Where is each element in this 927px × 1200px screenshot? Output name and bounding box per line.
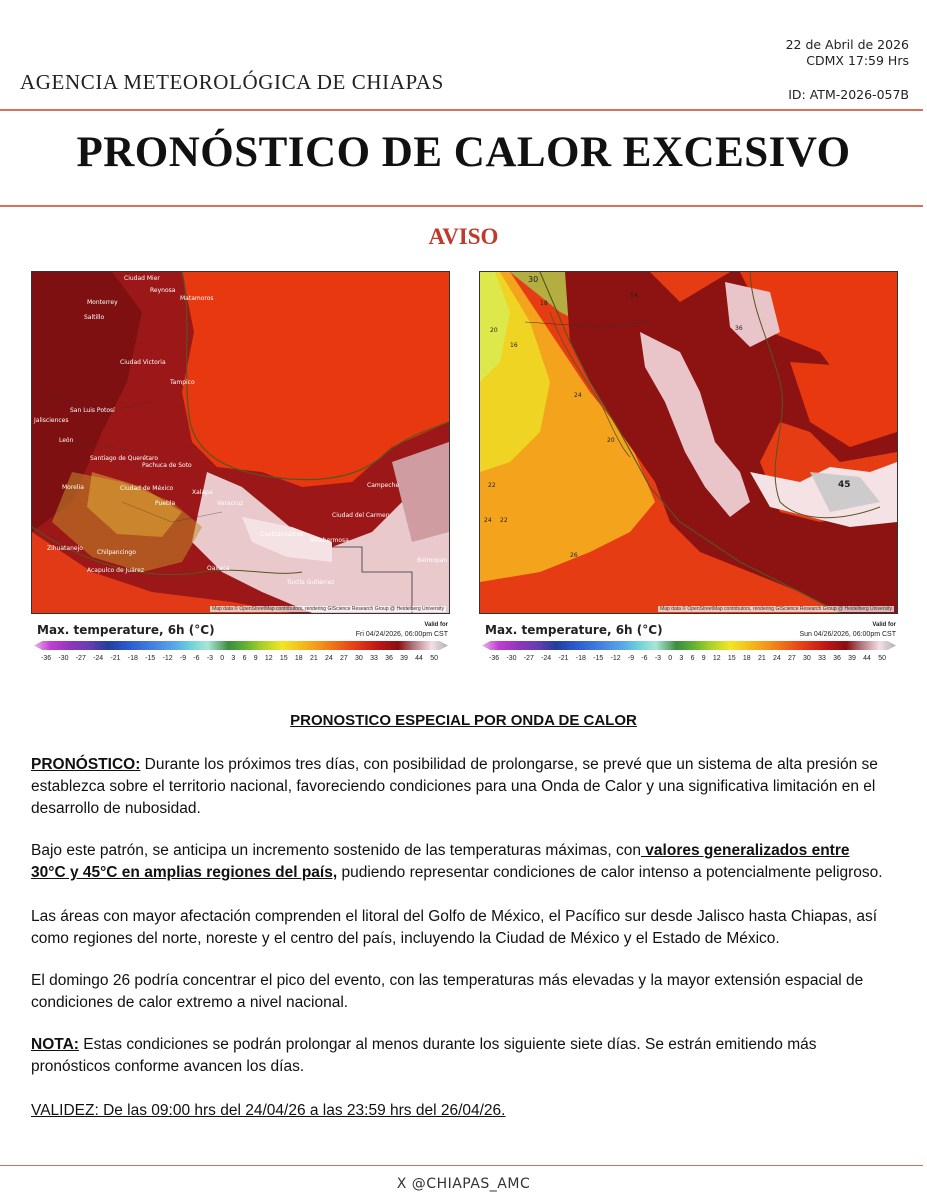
colorbar-tick-label: 9 <box>253 655 258 662</box>
colorbar-tick-label: -24 <box>541 655 552 662</box>
colorbar-tick-label: -9 <box>627 655 635 662</box>
temperature-colorbar <box>482 641 896 650</box>
colorbar-tick-label: 50 <box>878 655 886 662</box>
bulletin-id: ID: ATM-2026-057B <box>788 87 909 102</box>
pattern-highlight: valores generalizados entre 30°C y 45°C en amplias regiones del país, <box>31 842 850 881</box>
areas-paragraph: Las áreas con mayor afectación comprenden el litoral del Golfo de México, el Pacífico sur desde Jalisco hasta Chiapas, así como regiones del norte, noreste y el centro del país, incluyendo la Ciudad de México y el Estado de México. <box>31 908 878 947</box>
colorbar-tick-label: -36 <box>489 655 500 662</box>
colorbar-tick-label: -3 <box>206 655 214 662</box>
colorbar-tick-label: -15 <box>593 655 604 662</box>
map1-label: Morelia <box>62 484 84 491</box>
colorbar-tick-label: 12 <box>712 655 721 662</box>
pattern-paragraph <box>31 840 887 884</box>
valid-date: Sun 04/26/2026, 06:00pm CST <box>799 631 896 638</box>
colorbar-tick-label: 21 <box>309 655 318 662</box>
colorbar-tick-label: -21 <box>558 655 569 662</box>
colorbar-tick-label: 21 <box>757 655 766 662</box>
map1-label: Oaxaca <box>207 565 230 572</box>
map2-label: 22 <box>488 482 496 489</box>
colorbar-tick-label: 24 <box>324 655 333 662</box>
colorbar-tick-label: 30 <box>355 655 363 662</box>
colorbar-tick-label: 15 <box>279 655 288 662</box>
colorbar-tick-label: 39 <box>848 655 856 662</box>
map1-label: Tampico <box>170 379 195 386</box>
map-legend-fri <box>30 618 450 668</box>
colorbar-tick-label: 3 <box>231 655 236 662</box>
map1-label: Ciudad de México <box>120 485 174 492</box>
colorbar-tick-label: -21 <box>110 655 121 662</box>
map1-label: Saltillo <box>84 314 105 321</box>
colorbar-tick-label: 39 <box>400 655 408 662</box>
map2-label: 14 <box>630 292 638 299</box>
legend-title: Max. temperature, 6h (°C) <box>37 623 215 637</box>
colorbar-tick-label: -27 <box>523 655 534 662</box>
map2-label: 45 <box>838 480 851 490</box>
valid-label: Valid for <box>424 622 448 628</box>
colorbar-tick-label: 36 <box>833 655 841 662</box>
forecast-text: Durante los próximos tres días, con posibilidad de prolongarse, se prevé que un sistema de alta presión se establezca sobre el territorio nacional, favoreciendo condiciones para una Onda de Calor y una significativa limitación en el desarrollo de nubosidad. <box>31 756 878 817</box>
colorbar-tick-label: 30 <box>803 655 811 662</box>
aviso-label: AVISO <box>428 224 499 249</box>
colorbar-tick-label: 9 <box>701 655 706 662</box>
colorbar-tick-label: 24 <box>772 655 781 662</box>
map1-label: Ciudad Mier <box>124 275 160 282</box>
colorbar-tick-label: 44 <box>863 655 871 662</box>
agency-name: AGENCIA METEOROLÓGICA DE CHIAPAS <box>20 70 444 94</box>
colorbar-tick-label: 36 <box>385 655 393 662</box>
map-credit: Map data © OpenStreetMap contributors, rendering GIScience Research Group @ Heidelberg University <box>660 606 892 612</box>
colorbar-tick-label: 44 <box>415 655 423 662</box>
colorbar-ticks <box>41 655 438 665</box>
map2-label: 30 <box>528 275 539 284</box>
forecast-label: PRONÓSTICO: <box>31 756 141 773</box>
map1-label: Santiago de Querétaro <box>90 455 159 462</box>
map-credit: Map data © OpenStreetMap contributors, rendering GIScience Research Group @ Heidelberg University <box>212 606 444 612</box>
colorbar-tick-label: 6 <box>690 655 695 662</box>
map1-label: Reynosa <box>150 287 176 294</box>
colorbar-tick-label: -36 <box>41 655 52 662</box>
map1-label: Campeche <box>367 482 400 489</box>
colorbar-tick-label: 0 <box>668 655 673 662</box>
colorbar-tick-label: 27 <box>340 655 348 662</box>
map1-label: Veracruz <box>217 500 244 507</box>
colorbar-tick-label: -15 <box>145 655 156 662</box>
map2-label: 20 <box>607 437 615 444</box>
map2-label: 18 <box>540 300 548 307</box>
valid-date: Fri 04/24/2026, 06:00pm CST <box>355 631 448 638</box>
colorbar-tick-label: -30 <box>506 655 517 662</box>
colorbar-tick-label: -9 <box>179 655 187 662</box>
issue-time: CDMX 17:59 Hrs <box>806 53 909 68</box>
map1-label: Tuxtla Gutiérrez <box>287 579 335 586</box>
page-title: PRONÓSTICO DE CALOR EXCESIVO <box>76 129 851 176</box>
note-text: Estas condiciones se podrán prolongar al menos durante los siguiente siete días. Se estrán emitiendo más pronósticos conforme avancen los días. <box>31 1036 817 1075</box>
footer-rule <box>0 1165 923 1166</box>
colorbar-tick-label: -18 <box>127 655 138 662</box>
colorbar-tick-label: -12 <box>162 655 173 662</box>
colorbar-tick-label: 18 <box>742 655 751 662</box>
colorbar-tick-label: -12 <box>610 655 621 662</box>
map1-label: Ciudad Victoria <box>120 359 166 366</box>
colorbar-tick-label: 18 <box>294 655 303 662</box>
map1-label: San Luis Potosí <box>70 407 115 414</box>
forecast-map-sun <box>479 271 898 614</box>
valid-for <box>799 620 896 639</box>
note-paragraph <box>31 1034 887 1078</box>
map1-label: Zihuatanejo <box>47 545 83 552</box>
validity-text: VALIDEZ: De las 09:00 hrs del 24/04/26 a las 23:59 hrs del 26/04/26. <box>31 1102 506 1119</box>
pattern-text-a: Bajo este patrón, se anticipa un incremento sostenido de las temperaturas máximas, con <box>31 842 641 859</box>
map2-label: 24 <box>574 392 582 399</box>
valid-label: Valid for <box>872 622 896 628</box>
colorbar-tick-label: 3 <box>679 655 684 662</box>
map1-label: León <box>59 437 74 444</box>
temperature-colorbar <box>34 641 448 650</box>
map1-label: Acapulco de Juárez <box>87 567 144 574</box>
map2-label: 22 <box>500 517 508 524</box>
social-handle[interactable]: X @CHIAPAS_AMC <box>396 1176 531 1192</box>
colorbar-tick-label: 12 <box>264 655 273 662</box>
header-rule <box>0 109 923 111</box>
map-legend-sun <box>478 618 898 668</box>
forecast-paragraph <box>31 754 887 820</box>
map2-label: 16 <box>510 342 518 349</box>
validity-paragraph <box>31 1100 887 1122</box>
map1-label: Xalapa <box>192 489 213 496</box>
colorbar-tick-label: -3 <box>654 655 662 662</box>
map1-label: Coatzacoalcos <box>260 531 304 538</box>
forecast-map-fri <box>31 271 450 614</box>
colorbar-tick-label: -24 <box>93 655 104 662</box>
legend-title: Max. temperature, 6h (°C) <box>485 623 663 637</box>
map2-label: 20 <box>490 327 498 334</box>
map2-label: 26 <box>570 552 578 559</box>
colorbar-tick-label: 33 <box>818 655 826 662</box>
section-title: PRONOSTICO ESPECIAL POR ONDA DE CALOR <box>290 712 637 729</box>
colorbar-tick-label: 50 <box>430 655 438 662</box>
colorbar-ticks <box>489 655 886 665</box>
colorbar-tick-label: 0 <box>220 655 225 662</box>
issue-date: 22 de Abril de 2026 <box>785 37 909 52</box>
map1-label: Monterrey <box>87 299 118 306</box>
map1-label: Jalisciences <box>34 417 69 424</box>
map1-label: Puebla <box>155 500 176 507</box>
map1-label: Pachuca de Soto <box>142 462 192 469</box>
map1-label: Villahermosa <box>310 537 349 544</box>
colorbar-tick-label: -6 <box>641 655 648 662</box>
valid-for <box>356 620 448 639</box>
map2-label: 36 <box>735 325 743 332</box>
peak-paragraph: El domingo 26 podría concentrar el pico del evento, con las temperaturas más elevadas y la mayor extensión espacial de condiciones de calor extremo a nivel nacional. <box>31 972 864 1011</box>
map1-label: Ciudad del Carmen <box>332 512 390 519</box>
colorbar-tick-label: -6 <box>193 655 200 662</box>
note-label: NOTA: <box>31 1036 79 1053</box>
map2-label: 24 <box>484 517 492 524</box>
map1-label: Chilpancingo <box>97 549 136 556</box>
colorbar-tick-label: -18 <box>575 655 586 662</box>
colorbar-tick-label: 6 <box>242 655 247 662</box>
pattern-text-b: pudiendo representar condiciones de calor intenso a potencialmente peligroso. <box>337 864 883 881</box>
title-rule <box>0 205 923 207</box>
colorbar-tick-label: 33 <box>370 655 378 662</box>
colorbar-tick-label: -30 <box>58 655 69 662</box>
colorbar-tick-label: 27 <box>788 655 796 662</box>
map1-label: Belmopan <box>417 557 448 564</box>
colorbar-tick-label: 15 <box>727 655 736 662</box>
map1-label: Matamoros <box>180 295 214 302</box>
colorbar-tick-label: -27 <box>75 655 86 662</box>
